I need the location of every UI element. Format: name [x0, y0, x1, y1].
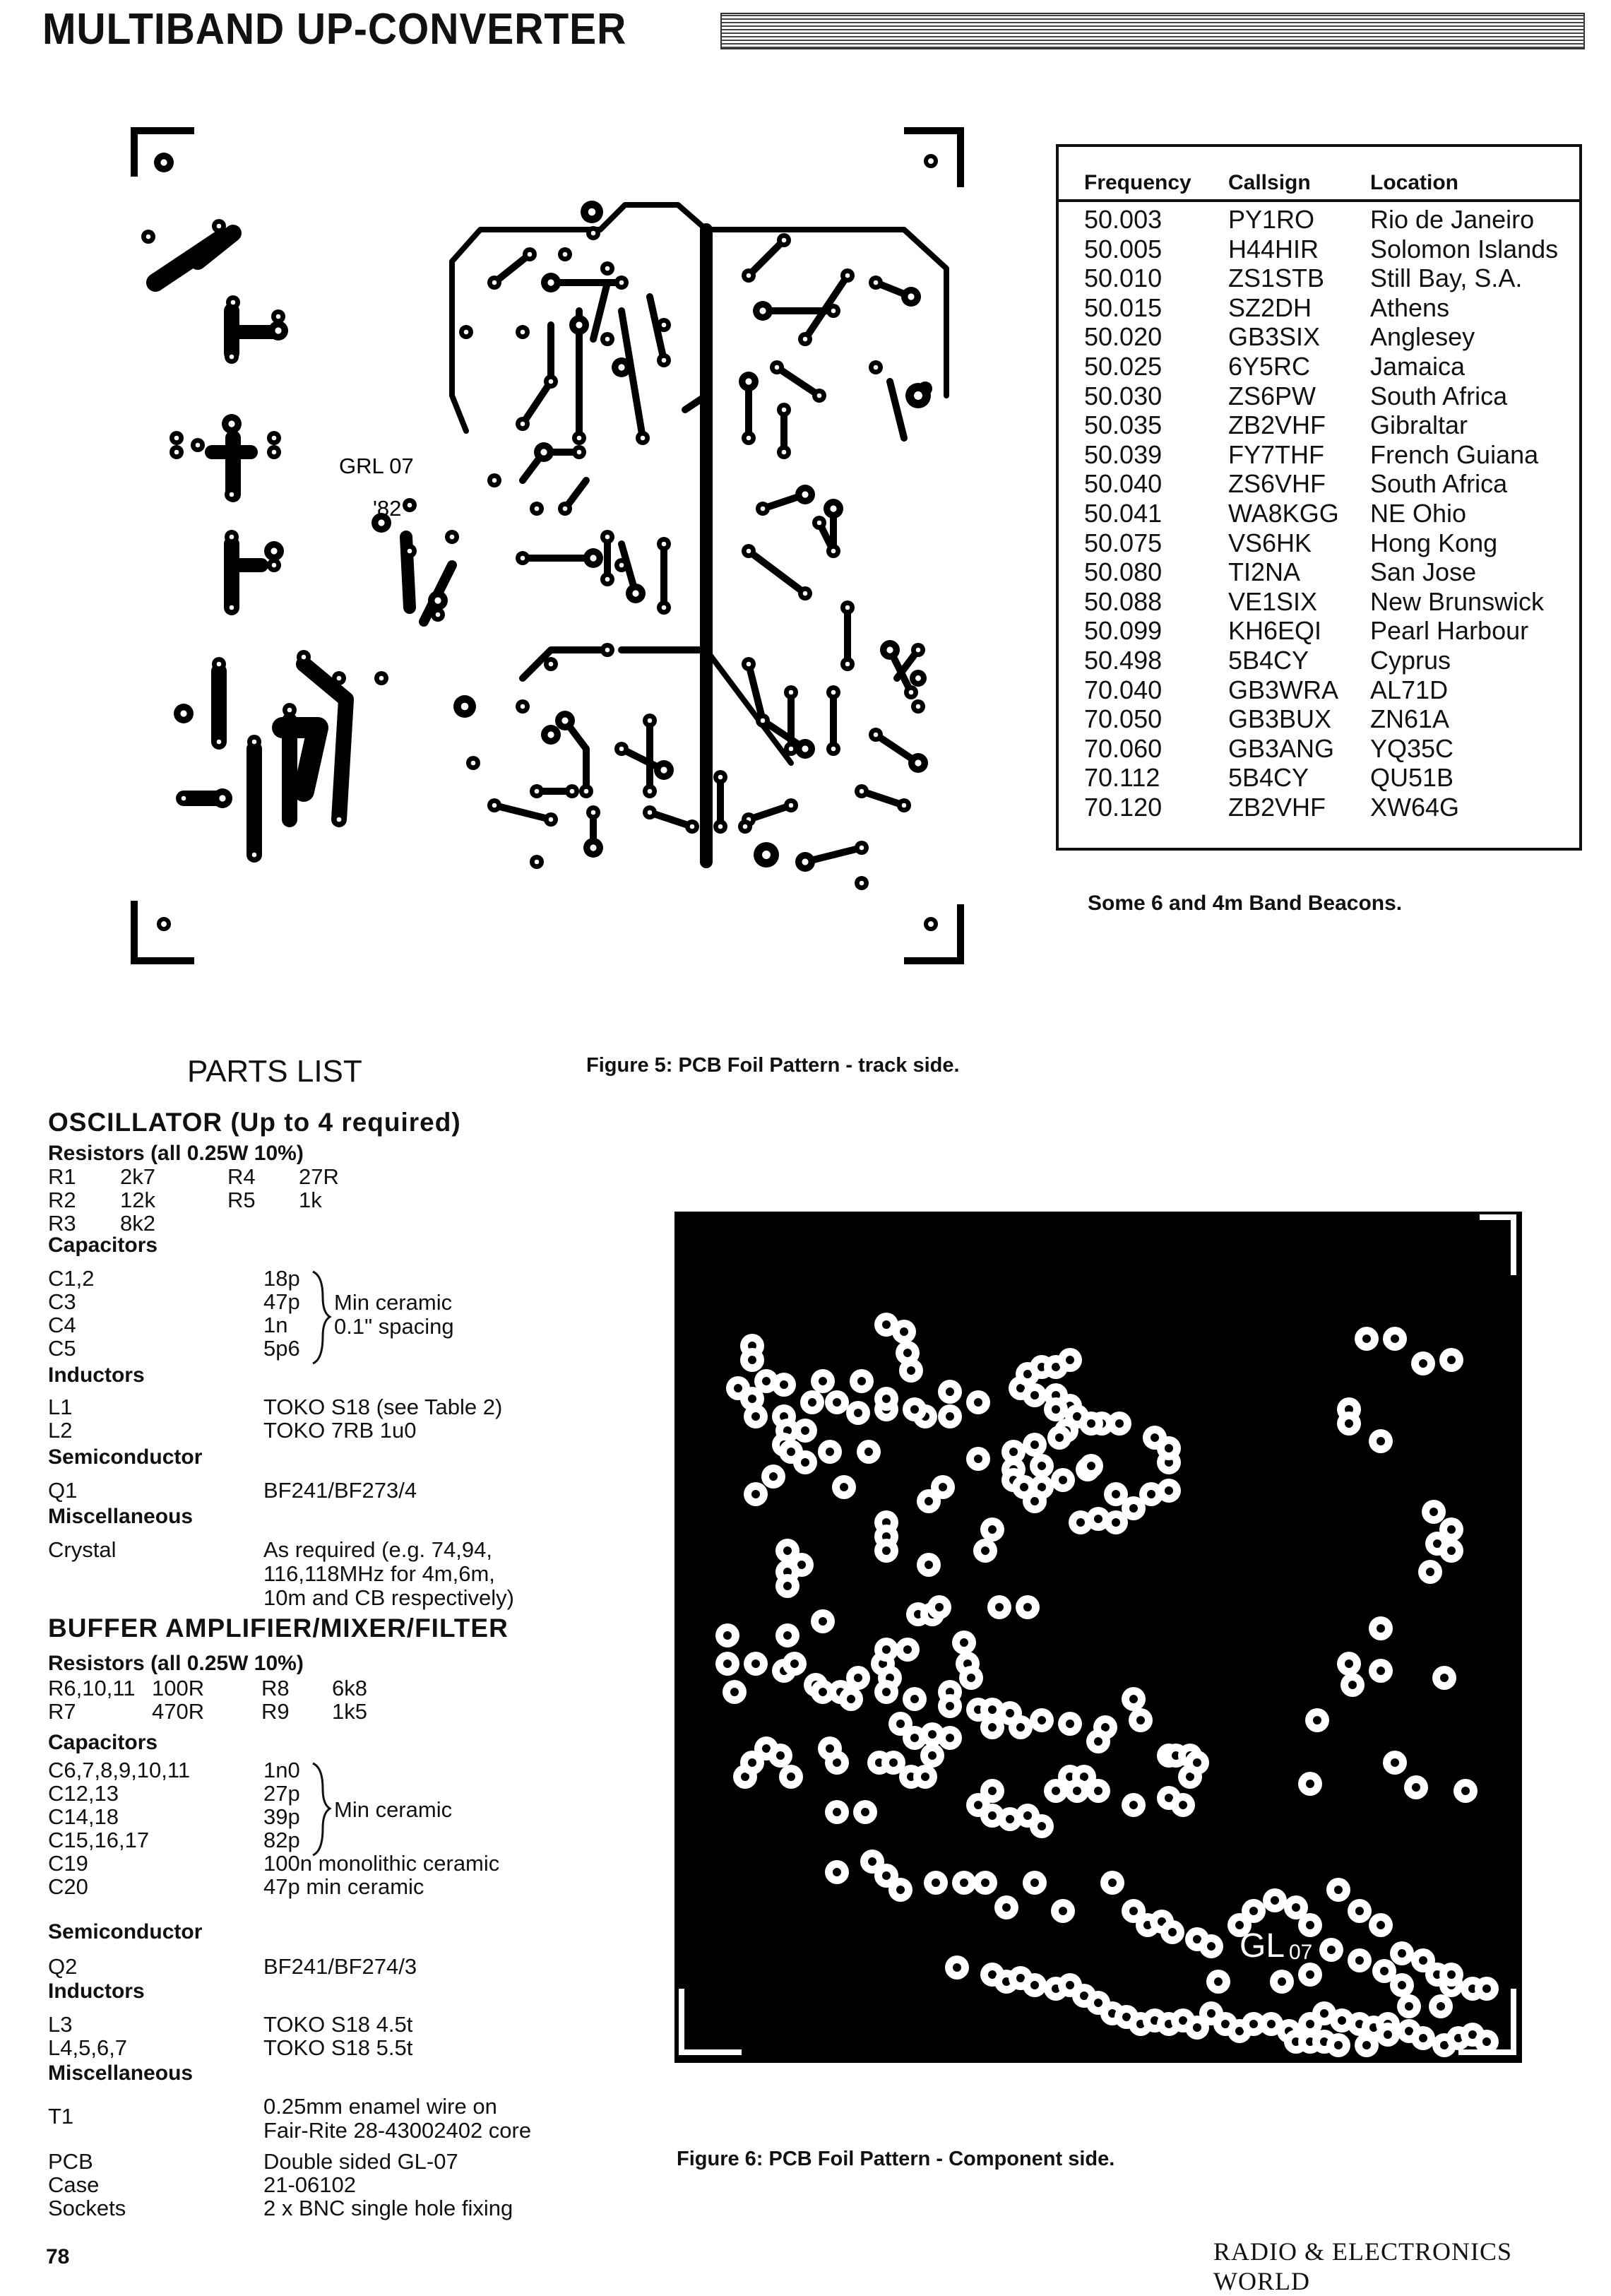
beacon-location: Athens — [1370, 292, 1450, 322]
beacon-frequency: 50.039 — [1084, 439, 1163, 469]
part-ref: R4 — [227, 1164, 256, 1189]
beacon-location: New Brunswick — [1370, 586, 1545, 616]
beacon-row — [1059, 264, 1579, 293]
beacon-callsign: 5B4CY — [1228, 763, 1309, 793]
q2-ref: Q2 — [48, 1954, 78, 1979]
page-number: 78 — [46, 2245, 70, 2268]
col-frequency: Frequency — [1084, 171, 1191, 194]
part-value: 470R — [152, 1699, 205, 1724]
buf-cap-note: Min ceramic — [334, 1797, 453, 1822]
beacon-callsign: ZB2VHF — [1228, 410, 1326, 440]
part-ref: PCB — [48, 2149, 93, 2174]
pcb-component-side — [674, 1212, 1522, 2063]
buf-cap-brace — [307, 1761, 335, 1859]
beacon-row — [1059, 704, 1579, 734]
part-ref: R1 — [48, 1164, 76, 1189]
part-value: 27p — [263, 1781, 300, 1806]
beacon-table-header — [1059, 161, 1579, 202]
part-value: 100n monolithic ceramic — [263, 1851, 500, 1876]
osc-cap-brace — [307, 1269, 335, 1368]
beacon-frequency: 70.050 — [1084, 704, 1163, 734]
buf-resistors-heading: Resistors (all 0.25W 10%) — [48, 1652, 304, 1675]
part-value: 2 x BNC single hole fixing — [263, 2196, 513, 2220]
part-ref: C12,13 — [48, 1781, 119, 1806]
beacon-frequency: 50.099 — [1084, 616, 1163, 646]
crystal-line-2: 116,118MHz for 4m,6m, — [263, 1561, 495, 1586]
beacon-callsign: TI2NA — [1228, 557, 1301, 587]
part-value: 2k7 — [120, 1164, 155, 1189]
beacon-row — [1059, 352, 1579, 381]
part-ref: C15,16,17 — [48, 1828, 150, 1852]
osc-resistors-heading: Resistors (all 0.25W 10%) — [48, 1142, 304, 1165]
part-ref: R5 — [227, 1188, 256, 1212]
beacon-location: Solomon Islands — [1370, 234, 1559, 264]
part-ref: C14,18 — [48, 1804, 119, 1829]
beacon-location: San Jose — [1370, 557, 1477, 587]
beacon-callsign: KH6EQI — [1228, 616, 1322, 646]
part-value: TOKO S18 5.5t — [263, 2035, 413, 2060]
beacon-frequency: 50.003 — [1084, 205, 1163, 234]
part-value: 82p — [263, 1828, 300, 1852]
beacon-frequency: 70.040 — [1084, 675, 1163, 704]
part-value: TOKO S18 4.5t — [263, 2012, 413, 2037]
beacon-frequency: 70.112 — [1084, 763, 1160, 793]
part-value: 8k2 — [120, 1211, 155, 1236]
beacon-location: XW64G — [1370, 793, 1460, 822]
beacon-row — [1059, 646, 1579, 675]
beacon-frequency: 50.010 — [1084, 264, 1163, 293]
buf-misc-heading: Miscellaneous — [48, 2061, 194, 2085]
buf-semiconductor-heading: Semiconductor — [48, 1920, 203, 1943]
oscillator-heading: OSCILLATOR (Up to 4 required) — [48, 1108, 461, 1137]
beacon-row — [1059, 499, 1579, 528]
part-ref: C1,2 — [48, 1266, 95, 1291]
beacon-location: Gibraltar — [1370, 410, 1468, 440]
part-ref: R7 — [48, 1699, 76, 1724]
beacon-location: NE Ohio — [1370, 499, 1467, 528]
beacon-row — [1059, 763, 1579, 793]
beacon-frequency: 50.075 — [1084, 528, 1163, 557]
beacon-callsign: FY7THF — [1228, 439, 1325, 469]
beacon-callsign: ZS1STB — [1228, 264, 1325, 293]
board-year: '82 — [373, 496, 402, 521]
beacon-row — [1059, 293, 1579, 323]
beacon-callsign: GB3ANG — [1228, 733, 1335, 763]
beacon-callsign: GB3SIX — [1228, 322, 1321, 352]
part-ref: L2 — [48, 1418, 73, 1443]
beacon-callsign: ZB2VHF — [1228, 793, 1326, 822]
beacon-callsign: ZS6VHF — [1228, 469, 1326, 499]
osc-cap-note-1: Min ceramic — [334, 1290, 453, 1315]
beacon-row — [1059, 469, 1579, 499]
part-value: 12k — [120, 1188, 155, 1212]
figure5-caption: Figure 5: PCB Foil Pattern - track side. — [586, 1054, 960, 1077]
beacon-location: South Africa — [1370, 381, 1508, 410]
q1-value: BF241/BF273/4 — [263, 1478, 417, 1503]
part-value: 47p min ceramic — [263, 1874, 424, 1899]
pcb-tracks — [155, 205, 946, 862]
part-ref: Sockets — [48, 2196, 126, 2220]
q1-ref: Q1 — [48, 1478, 78, 1503]
beacon-callsign: PY1RO — [1228, 205, 1315, 234]
part-ref: C5 — [48, 1336, 76, 1361]
beacon-callsign: GB3WRA — [1228, 675, 1339, 704]
part-value: 100R — [152, 1676, 205, 1700]
beacon-row — [1059, 587, 1579, 617]
part-value: 1n — [263, 1313, 288, 1337]
part-ref: R9 — [261, 1699, 290, 1724]
part-value: TOKO 7RB 1u0 — [263, 1418, 417, 1443]
beacon-callsign: WA8KGG — [1228, 499, 1339, 528]
buf-inductors-heading: Inductors — [48, 1980, 145, 2003]
part-value: 21-06102 — [263, 2172, 357, 2197]
beacon-frequency: 50.088 — [1084, 586, 1163, 616]
board-label: GL — [1240, 1927, 1285, 1965]
corner-mark-top-right — [904, 131, 961, 187]
beacon-frequency: 50.025 — [1084, 352, 1163, 381]
beacon-row — [1059, 675, 1579, 705]
corner-mark-bottom-right — [904, 904, 961, 961]
beacon-row — [1059, 616, 1579, 646]
part-value: 27R — [299, 1164, 339, 1189]
beacon-row — [1059, 322, 1579, 352]
part-value: 18p — [263, 1266, 300, 1291]
pcb-track-side — [127, 113, 989, 975]
part-ref: R2 — [48, 1188, 76, 1212]
beacon-frequency: 50.498 — [1084, 646, 1163, 675]
t1-line-2: Fair-Rite 28-43002402 core — [263, 2118, 532, 2143]
beacon-location: Cyprus — [1370, 646, 1451, 675]
beacon-location: AL71D — [1370, 675, 1449, 704]
beacon-row — [1059, 381, 1579, 411]
part-ref: R6,10,11 — [48, 1676, 136, 1700]
beacon-location: QU51B — [1370, 763, 1454, 793]
part-value: 1k — [299, 1188, 322, 1212]
part-ref: C19 — [48, 1851, 88, 1876]
beacon-frequency: 50.041 — [1084, 499, 1163, 528]
beacon-callsign: GB3BUX — [1228, 704, 1332, 734]
t1-label: T1 — [48, 2104, 74, 2129]
part-ref: C4 — [48, 1313, 76, 1337]
beacon-callsign: ZS6PW — [1228, 381, 1316, 410]
beacon-callsign: SZ2DH — [1228, 292, 1312, 322]
beacon-location: South Africa — [1370, 469, 1508, 499]
board-label: GRL 07 — [339, 454, 414, 478]
beacon-location: Rio de Janeiro — [1370, 205, 1535, 234]
beacon-row — [1059, 793, 1579, 822]
part-ref: Case — [48, 2172, 100, 2197]
osc-semiconductor-heading: Semiconductor — [48, 1445, 203, 1469]
beacon-frequency: 70.120 — [1084, 793, 1163, 822]
part-ref: C6,7,8,9,10,11 — [48, 1758, 191, 1782]
buffer-heading: BUFFER AMPLIFIER/MIXER/FILTER — [48, 1614, 509, 1643]
part-ref: C20 — [48, 1874, 88, 1899]
beacon-row — [1059, 235, 1579, 264]
beacon-frequency: 50.080 — [1084, 557, 1163, 587]
crystal-line-3: 10m and CB respectively) — [263, 1585, 514, 1610]
magazine-name: RADIO & ELECTRONICS WORLD — [1213, 2237, 1512, 2295]
part-ref: R3 — [48, 1211, 76, 1236]
beacon-frequency: 50.015 — [1084, 292, 1163, 322]
part-value: 6k8 — [332, 1676, 367, 1700]
part-ref: R8 — [261, 1676, 290, 1700]
beacon-frequency: 50.035 — [1084, 410, 1163, 440]
part-value: Double sided GL-07 — [263, 2149, 458, 2174]
beacon-row — [1059, 528, 1579, 558]
beacon-caption: Some 6 and 4m Band Beacons. — [1088, 892, 1403, 915]
buf-capacitors-heading: Capacitors — [48, 1731, 158, 1754]
beacon-callsign: VS6HK — [1228, 528, 1312, 557]
beacon-row — [1059, 410, 1579, 440]
beacon-callsign: 5B4CY — [1228, 646, 1309, 675]
part-value: 39p — [263, 1804, 300, 1829]
part-ref: L4,5,6,7 — [48, 2035, 128, 2060]
beacon-frequency: 50.020 — [1084, 322, 1163, 352]
beacon-frequency: 50.030 — [1084, 381, 1163, 410]
part-ref: L1 — [48, 1395, 73, 1419]
crystal-line-1: As required (e.g. 74,94, — [263, 1537, 492, 1562]
beacon-callsign: 6Y5RC — [1228, 352, 1311, 381]
part-value: 47p — [263, 1289, 300, 1314]
part-value: 1n0 — [263, 1758, 300, 1782]
part-ref: L3 — [48, 2012, 73, 2037]
beacon-location: ZN61A — [1370, 704, 1450, 734]
part-value: TOKO S18 (see Table 2) — [263, 1395, 503, 1419]
beacon-row — [1059, 440, 1579, 470]
beacon-frequency: 50.040 — [1084, 469, 1163, 499]
col-location: Location — [1370, 171, 1458, 194]
beacon-frequency: 50.005 — [1084, 234, 1163, 264]
osc-cap-note-2: 0.1" spacing — [334, 1314, 454, 1339]
beacon-callsign: VE1SIX — [1228, 586, 1318, 616]
beacon-location: YQ35C — [1370, 733, 1454, 763]
title-rule — [720, 13, 1585, 49]
part-ref: C3 — [48, 1289, 76, 1314]
beacon-location: Anglesey — [1370, 322, 1475, 352]
parts-title: PARTS LIST — [187, 1054, 362, 1089]
beacon-frequency: 70.060 — [1084, 733, 1163, 763]
beacon-location: Jamaica — [1370, 352, 1466, 381]
osc-inductors-heading: Inductors — [48, 1363, 145, 1387]
beacon-location: French Guiana — [1370, 439, 1539, 469]
beacon-table — [1056, 144, 1582, 851]
board-number: 07 — [1289, 1941, 1313, 1964]
osc-capacitors-heading: Capacitors — [48, 1233, 158, 1257]
beacon-row — [1059, 557, 1579, 587]
beacon-callsign: H44HIR — [1228, 234, 1319, 264]
beacon-row — [1059, 734, 1579, 764]
beacon-location: Still Bay, S.A. — [1370, 264, 1523, 293]
beacon-location: Pearl Harbour — [1370, 616, 1529, 646]
part-value: 5p6 — [263, 1336, 300, 1361]
page-title: MULTIBAND UP-CONVERTER — [42, 5, 627, 54]
part-value: 1k5 — [332, 1699, 367, 1724]
beacon-location: Hong Kong — [1370, 528, 1498, 557]
figure6-caption: Figure 6: PCB Foil Pattern - Component side. — [677, 2148, 1115, 2170]
crystal-label: Crystal — [48, 1537, 117, 1562]
t1-line-1: 0.25mm enamel wire on — [263, 2094, 497, 2119]
q2-value: BF241/BF274/3 — [263, 1954, 417, 1979]
osc-misc-heading: Miscellaneous — [48, 1505, 194, 1528]
col-callsign: Callsign — [1228, 171, 1311, 194]
beacon-row — [1059, 205, 1579, 235]
